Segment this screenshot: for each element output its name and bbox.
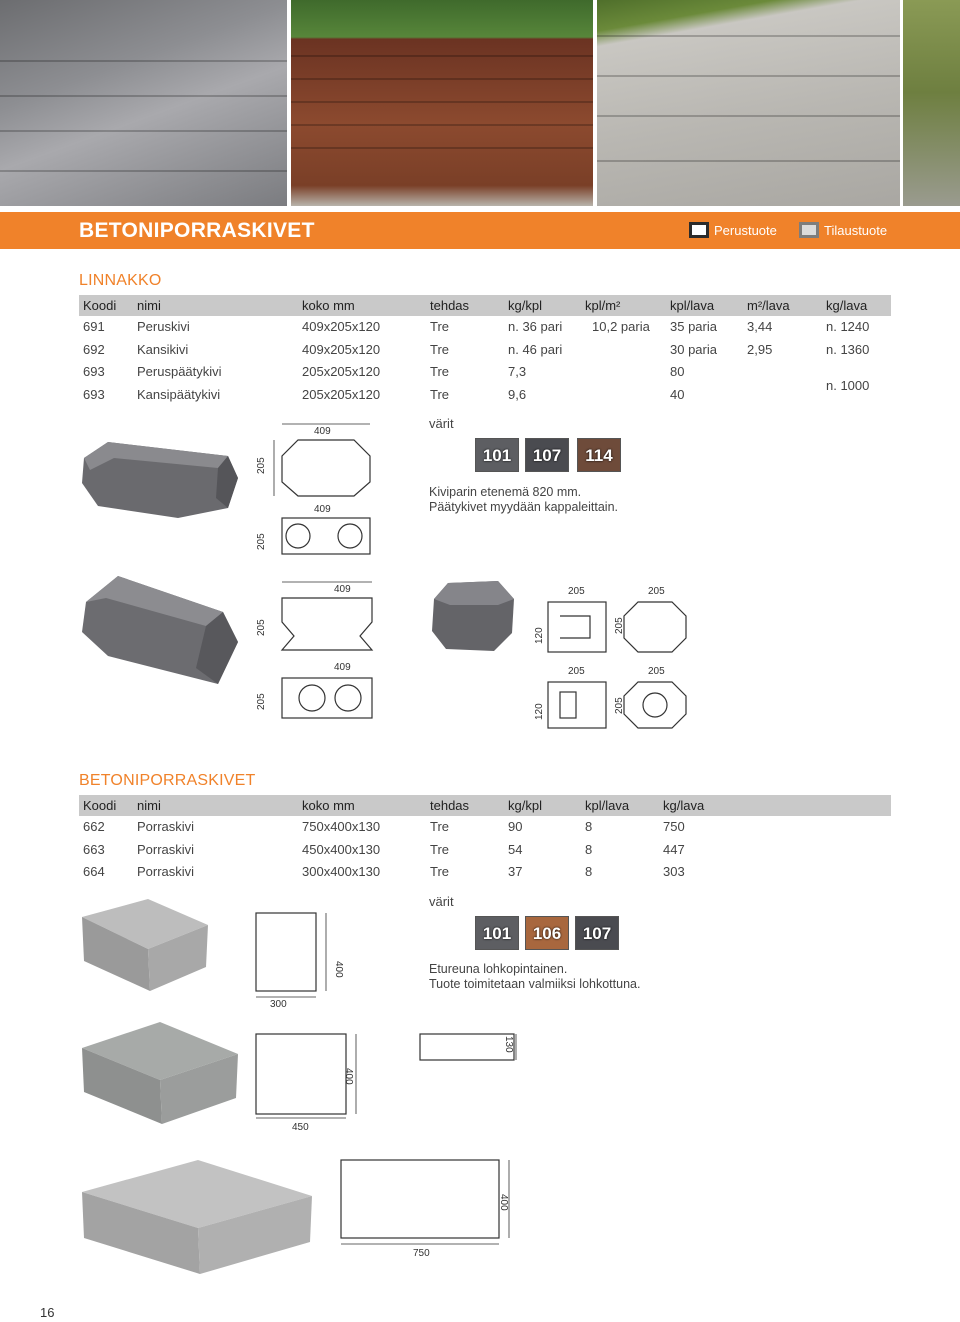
- dim-450: 450: [292, 1122, 309, 1133]
- cell-factory: Tre: [430, 342, 450, 357]
- cell-code: 663: [83, 842, 105, 857]
- legend-order-label: Tilaustuote: [824, 223, 888, 238]
- dim-409: 409: [334, 584, 351, 595]
- col-header: kg/kpl: [508, 798, 542, 813]
- col-header: Koodi: [83, 798, 117, 813]
- image-end-stone: [428, 575, 518, 655]
- dim-205: 205: [568, 666, 585, 677]
- cell-size: 205x205x120: [302, 364, 381, 379]
- cell-size: 409x205x120: [302, 342, 381, 357]
- dim-400: 400: [498, 1194, 509, 1211]
- col-header: tehdas: [430, 298, 470, 313]
- color-swatch-106: 106: [525, 916, 569, 950]
- cell-kg-lava: 303: [663, 864, 685, 879]
- cell-factory: Tre: [430, 364, 450, 379]
- dim-409: 409: [314, 504, 331, 515]
- drawing-cover-stone: [252, 578, 382, 738]
- cell-factory: Tre: [430, 842, 450, 857]
- dim-750: 750: [413, 1248, 430, 1259]
- cell-name: Kansipäätykivi: [137, 387, 221, 402]
- cell-size: 450x400x130: [302, 842, 381, 857]
- cell-factory: Tre: [430, 387, 450, 402]
- color-swatch-101: 101: [475, 438, 519, 472]
- color-swatch-107: 107: [525, 438, 569, 472]
- cell-code: 692: [83, 342, 105, 357]
- cell-code: 664: [83, 864, 105, 879]
- cell-name: Kansikivi: [137, 342, 189, 357]
- cell-kpl-lava: 30 paria: [670, 342, 717, 357]
- drawing-base-stone: [252, 418, 382, 553]
- dim-300: 300: [270, 999, 287, 1010]
- cell-kg-kpl: 90: [508, 819, 523, 834]
- image-cover-stone-pair: [78, 572, 243, 690]
- dim-205: 205: [614, 697, 625, 714]
- photo-brick-wall: [291, 0, 593, 206]
- section-title-porraskivet: BETONIPORRASKIVET: [79, 772, 256, 789]
- cell-code: 662: [83, 819, 105, 834]
- dim-205: 205: [568, 586, 585, 597]
- cell-kpl-m2: 10,2 paria: [592, 319, 650, 334]
- page-number: 16: [40, 1305, 55, 1320]
- dim-205: 205: [614, 617, 625, 634]
- dim-409: 409: [314, 426, 331, 437]
- col-header: nimi: [137, 798, 161, 813]
- cell-name: Peruspäätykivi: [137, 364, 222, 379]
- image-step-stone-750: [78, 1156, 318, 1281]
- cell-kpl-lava: 8: [585, 864, 593, 879]
- color-swatch-101: 101: [475, 916, 519, 950]
- photo-garden-wall-steps: [0, 0, 287, 206]
- cell-name: Porraskivi: [137, 819, 195, 834]
- cell-name: Peruskivi: [137, 319, 190, 334]
- cell-kg-kpl: 9,6: [508, 387, 527, 402]
- page-title: BETONIPORRASKIVET: [79, 219, 315, 242]
- cell-name: Porraskivi: [137, 864, 195, 879]
- cell-code: 693: [83, 364, 105, 379]
- cell-name: Porraskivi: [137, 842, 195, 857]
- col-header: kg/kpl: [508, 298, 542, 313]
- cell-size: 205x205x120: [302, 387, 381, 402]
- image-step-stone-450: [78, 1018, 243, 1130]
- photo-garden-edge: [903, 0, 960, 206]
- cell-kg-lava: n. 1240: [826, 319, 870, 334]
- col-header: kg/lava: [663, 798, 705, 813]
- cell-kg-kpl: 7,3: [508, 364, 527, 379]
- photo-stone-stairs: [597, 0, 900, 206]
- drawing-step-stone-450: [240, 1028, 530, 1138]
- legend-basic-label: Perustuote: [714, 223, 777, 238]
- dim-205: 205: [648, 586, 665, 597]
- cell-kpl-lava: 8: [585, 842, 593, 857]
- cell-kpl-lava: 40: [670, 387, 685, 402]
- cell-kg-kpl: 37: [508, 864, 523, 879]
- porraskivet-table-header: [79, 795, 891, 816]
- colors-label: värit: [429, 416, 454, 431]
- drawing-end-stones: [530, 578, 695, 738]
- color-swatch-107: 107: [575, 916, 619, 950]
- colors-label: värit: [429, 894, 454, 909]
- note-delivered-split: Tuote toimitetaan valmiiksi lohkottuna.: [429, 977, 641, 991]
- dim-205: 205: [256, 693, 267, 710]
- cell-size: 409x205x120: [302, 319, 381, 334]
- linnakko-table-header: [79, 295, 891, 316]
- dim-400: 400: [333, 961, 344, 978]
- cell-kg-kpl: n. 46 pari: [508, 342, 563, 357]
- cell-kg-lava: 750: [663, 819, 685, 834]
- dim-130: 130: [503, 1036, 514, 1053]
- dim-120: 120: [534, 627, 545, 644]
- note-front-edge: Etureuna lohkopintainen.: [429, 962, 568, 976]
- image-step-stone-300: [78, 895, 213, 1000]
- cell-factory: Tre: [430, 319, 450, 334]
- cell-size: 300x400x130: [302, 864, 381, 879]
- cell-factory: Tre: [430, 819, 450, 834]
- col-header: kpl/lava: [585, 798, 630, 813]
- section-title-linnakko: LINNAKKO: [79, 272, 162, 289]
- legend-basic-swatch: [689, 222, 709, 238]
- cell-kpl-lava: 80: [670, 364, 685, 379]
- col-header: koko mm: [302, 798, 355, 813]
- col-header: m²/lava: [747, 298, 790, 313]
- col-header: kg/lava: [826, 298, 868, 313]
- cell-code: 693: [83, 387, 105, 402]
- dim-205: 205: [256, 457, 267, 474]
- cell-kg-kpl: 54: [508, 842, 523, 857]
- cell-kpl-lava: 35 paria: [670, 319, 717, 334]
- cell-m2-lava: 2,95: [747, 342, 773, 357]
- cell-factory: Tre: [430, 864, 450, 879]
- dim-205: 205: [648, 666, 665, 677]
- color-swatch-114: 114: [577, 438, 621, 472]
- image-base-stone-pair: [78, 438, 243, 520]
- dim-400: 400: [343, 1068, 354, 1085]
- col-header: tehdas: [430, 798, 470, 813]
- cell-code: 691: [83, 319, 105, 334]
- cell-kg-lava: n. 1360: [826, 342, 870, 357]
- legend-order-swatch: [799, 222, 819, 238]
- dim-409: 409: [334, 662, 351, 673]
- col-header: Koodi: [83, 298, 117, 313]
- drawing-step-stone-300: [240, 905, 350, 1013]
- col-header: koko mm: [302, 298, 355, 313]
- dim-205: 205: [256, 619, 267, 636]
- dim-120: 120: [534, 703, 545, 720]
- header-bar: [0, 212, 960, 249]
- col-header: nimi: [137, 298, 161, 313]
- col-header: kpl/m²: [585, 298, 621, 313]
- note-end-stones: Päätykivet myydään kappaleittain.: [429, 500, 618, 514]
- cell-kg-kpl: n. 36 pari: [508, 319, 563, 334]
- col-header: kpl/lava: [670, 298, 715, 313]
- note-stone-pair-advance: Kiviparin etenemä 820 mm.: [429, 485, 582, 499]
- cell-size: 750x400x130: [302, 819, 381, 834]
- cell-kg-lava: 447: [663, 842, 685, 857]
- cell-m2-lava: 3,44: [747, 319, 773, 334]
- cell-kg-lava: n. 1000: [826, 378, 870, 393]
- dim-205: 205: [256, 533, 267, 550]
- cell-kpl-lava: 8: [585, 819, 593, 834]
- drawing-step-stone-750: [325, 1152, 525, 1264]
